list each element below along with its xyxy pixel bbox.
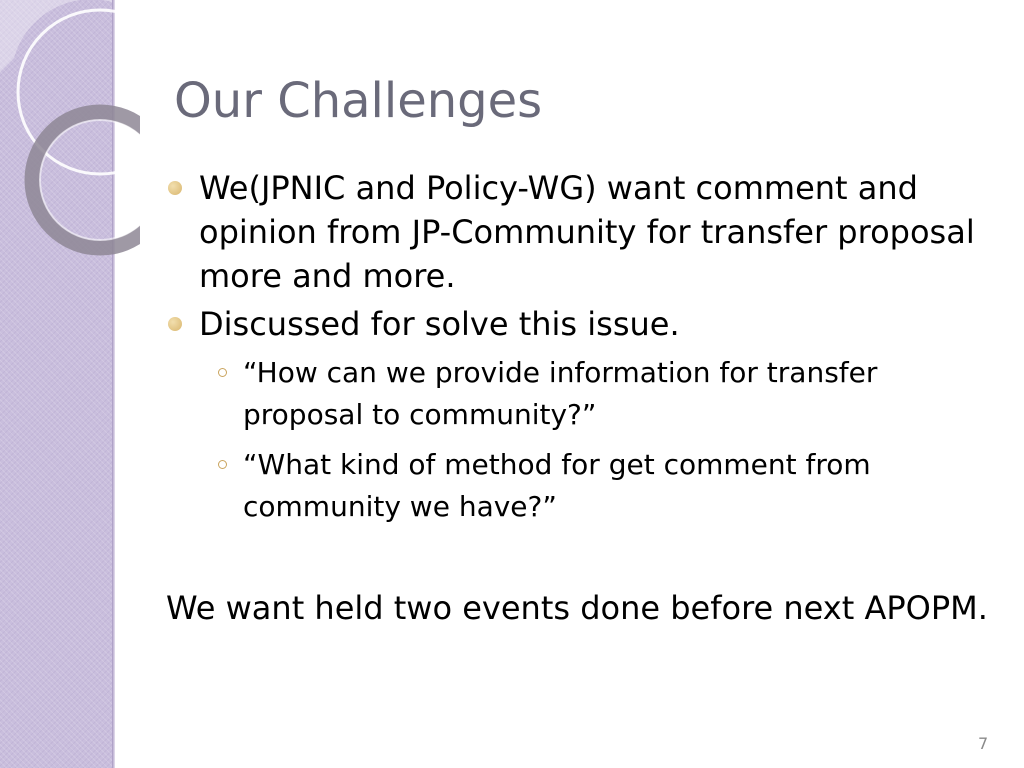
bullet-item: [166, 166, 996, 298]
sub-bullet-item: [166, 352, 996, 436]
bullet-dot-icon: [168, 317, 182, 331]
sub-bullet-text: “How can we provide information for transfer proposal to community?”: [243, 356, 878, 431]
sub-bullet-circle-icon: [218, 460, 227, 469]
slide-title: Our Challenges: [174, 73, 543, 129]
slide-content: [166, 166, 996, 630]
sub-bullet-item: [166, 444, 996, 528]
closing-statement: We want held two events done before next APOPM.: [166, 589, 988, 627]
slide-number: 7: [978, 734, 989, 753]
bullet-text: We(JPNIC and Policy-WG) want comment and opinion from JP-Community for transfer proposal more and more.: [199, 169, 975, 295]
bullet-item: [166, 302, 996, 346]
sub-bullet-text: “What kind of method for get comment from community we have?”: [243, 448, 871, 523]
decorative-rings-graphic: [0, 0, 140, 260]
sub-bullet-circle-icon: [218, 368, 227, 377]
bullet-dot-icon: [168, 181, 182, 195]
bullet-text: Discussed for solve this issue.: [199, 305, 680, 343]
